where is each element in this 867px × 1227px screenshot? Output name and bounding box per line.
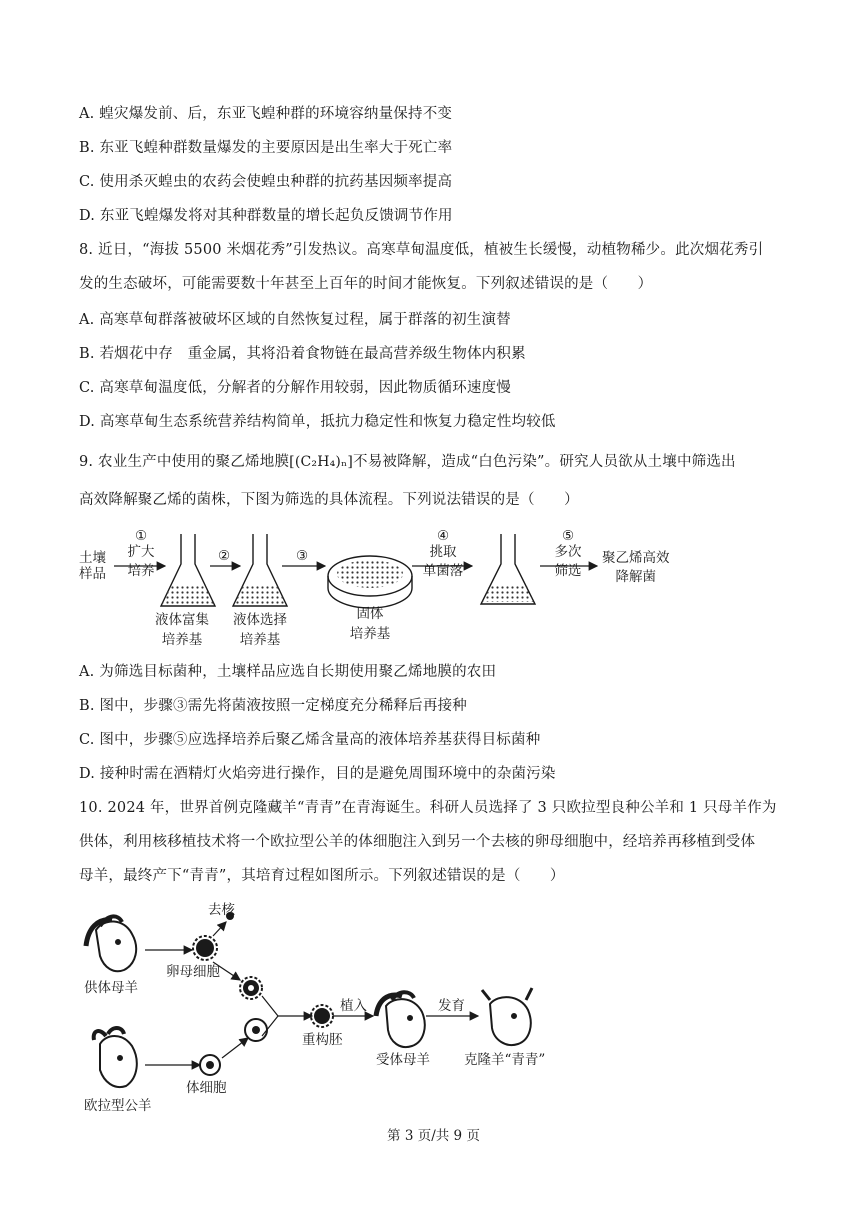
q9-stem-line2: 高效降解聚乙烯的菌株，下图为筛选的具体流程。下列说法错误的是（ ） [79, 492, 579, 508]
recipient-ewe-label: 受体母羊 [376, 1052, 430, 1068]
q8-option-d: D. 高寒草甸生态系统营养结构简单，抵抗力稳定性和恢复力稳定性均较低 [79, 414, 556, 430]
flask2-line1: 液体选择 [233, 612, 287, 628]
step5-number: ⑤ [561, 528, 575, 544]
step1-label [124, 528, 158, 579]
embryo-label: 重构胚 [302, 1032, 343, 1048]
step1-number: ① [134, 528, 148, 544]
q7-option-c: C. 使用杀灭蝗虫的农药会使蝗虫种群的抗药基因频率提高 [79, 174, 453, 190]
q10-stem-line3: 母羊，最终产下“青青”，其培育过程如图所示。下列叙述错误的是（ ） [79, 868, 565, 884]
q9-option-d: D. 接种时需在酒精灯火焰旁进行操作，目的是避免周围环境中的杂菌污染 [79, 766, 556, 782]
implant-label: 植入 [340, 998, 367, 1014]
step3-label: ③ [295, 548, 309, 564]
result-label [602, 550, 670, 585]
plate-caption [345, 606, 395, 642]
ram-label: 欧拉型公羊 [84, 1098, 152, 1114]
q7-option-b: B. 东亚飞蝗种群数量爆发的主要原因是出生率大于死亡率 [79, 140, 453, 156]
result-line2: 降解菌 [615, 569, 656, 585]
flask2-line2: 培养基 [239, 632, 281, 648]
develop-label: 发育 [438, 998, 465, 1014]
step5-line2: 筛选 [554, 563, 582, 579]
somatic-cell-icon [200, 1055, 220, 1075]
clone-lamb-head-icon [482, 988, 532, 1045]
page-number-footer: 第 3 页/共 9 页 [387, 1128, 480, 1144]
step4-line2: 单菌落 [422, 563, 464, 579]
reconstructed-embryo-icon [311, 1005, 333, 1027]
step2-label: ② [217, 548, 231, 564]
flask1-caption [145, 612, 219, 648]
q10-stem-line2: 供体，利用核移植技术将一个欧拉型公羊的体细胞注入到另一个去核的卵母细胞中，经培养再移植到受体 [79, 834, 756, 850]
plate-line1: 固体 [356, 606, 384, 622]
petri-dish-icon [328, 556, 412, 608]
oocyte-label: 卵母细胞 [166, 964, 220, 980]
q9-option-b: B. 图中，步骤③需先将菌液按照一定梯度充分稀释后再接种 [79, 698, 467, 714]
q9-option-a: A. 为筛选目标菌种，土壤样品应选自长期使用聚乙烯地膜的农田 [79, 664, 497, 680]
plate-line2: 培养基 [349, 626, 391, 642]
q8-option-b: B. 若烟花中存 重金属，其将沿着食物链在最高营养级生物体内积累 [79, 346, 526, 362]
step4-line1: 挑取 [429, 544, 457, 560]
step1-line1: 扩大 [127, 544, 155, 560]
step1-line2: 培养 [127, 563, 155, 579]
donor-ewe-label: 供体母羊 [84, 980, 138, 996]
step4-number: ④ [436, 528, 450, 544]
step4-label [418, 528, 468, 579]
clone-lamb-label: 克隆羊“青青” [464, 1052, 546, 1068]
flask-selection-icon [233, 534, 287, 606]
polyethylene-formula: [(C₂H₄)ₙ] [289, 454, 354, 470]
q8-option-a: A. 高寒草甸群落被破坏区域的自然恢复过程，属于群落的初生演替 [79, 312, 511, 328]
donor-ewe-head-icon [86, 916, 136, 971]
q9-stem-pre: 9. 农业生产中使用的聚乙烯地膜 [79, 454, 290, 470]
q9-stem-post: 不易被降解，造成“白色污染”。研究人员欲从土壤中筛选出 [353, 454, 736, 470]
result-line1: 聚乙烯高效 [602, 550, 670, 566]
enucleate-label: 去核 [208, 902, 235, 918]
soil-label-line2: 样品 [79, 566, 106, 582]
step5-line1: 多次 [554, 544, 582, 560]
q7-option-a: A. 蝗灾爆发前、后，东亚飞蝗种群的环境容纳量保持不变 [79, 106, 453, 122]
q10-stem-line1: 10. 2024 年，世界首例克隆藏羊“青青”在青海诞生。科研人员选择了 3 只欧拉型良种公羊和 1 只母羊作为 [79, 800, 777, 816]
soil-label-line1: 土壤 [79, 550, 106, 566]
q8-stem-line2: 发的生态破坏，可能需要数十年甚至上百年的时间才能恢复。下列叙述错误的是（ ） [79, 276, 653, 292]
q8-option-c: C. 高寒草甸温度低，分解者的分解作用较弱，因此物质循环速度慢 [79, 380, 511, 396]
flask2-caption [223, 612, 297, 648]
recipient-ewe-head-icon [376, 992, 425, 1047]
flask1-line1: 液体富集 [155, 612, 209, 628]
oocyte-icon [193, 936, 217, 960]
somatic-cell-label: 体细胞 [186, 1080, 227, 1096]
q8-stem-line1: 8. 近日，“海拔 5500 米烟花秀”引发热议。高寒草甸温度低，植被生长缓慢，动植物稀少。此次烟花秀引 [79, 242, 764, 258]
flask1-line2: 培养基 [161, 632, 203, 648]
soil-sample-label [79, 550, 106, 582]
q9-option-c: C. 图中，步骤⑤应选择培养后聚乙烯含量高的液体培养基获得目标菌种 [79, 732, 541, 748]
fused-cell-icon [245, 1019, 267, 1041]
q7-option-d: D. 东亚飞蝗爆发将对其种群数量的增长起负反馈调节作用 [79, 208, 453, 224]
flask-final-icon [481, 534, 535, 604]
ram-head-icon [94, 1028, 137, 1087]
enucleated-oocyte-icon [240, 977, 262, 999]
step5-label [548, 528, 588, 579]
flask-enrichment-icon [161, 534, 215, 606]
